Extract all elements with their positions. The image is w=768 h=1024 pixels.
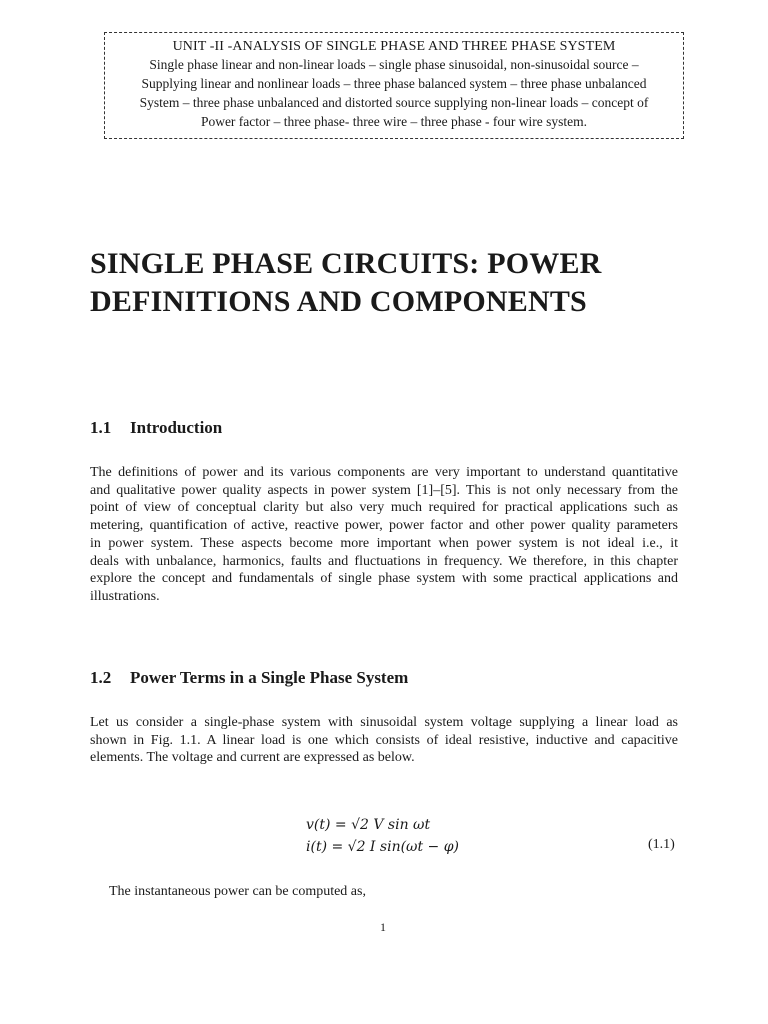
unit-summary-line: Single phase linear and non-linear loads – single phase sinusoidal, non-sinusoidal source –: [149, 57, 639, 72]
unit-summary-line: System – three phase unbalanced and distorted source supplying non-linear loads – concept of: [139, 95, 649, 110]
unit-title: UNIT -II -ANALYSIS OF SINGLE PHASE AND THREE PHASE SYSTEM: [172, 39, 616, 54]
chapter-title: [90, 245, 690, 321]
paragraph-line: deals with unbalance, harmonics, faults and fluctuations in frequency. We therefore, in this chapter: [90, 553, 678, 569]
section-title: Power Terms in a Single Phase System: [130, 668, 409, 687]
section-number: 1.1: [90, 418, 112, 437]
introduction-paragraph: [90, 464, 678, 606]
paragraph-line: explore the concept and fundamentals of single phase system with some practical applications and: [90, 571, 678, 587]
unit-summary-box: [104, 32, 684, 139]
section-title: Introduction: [130, 418, 223, 437]
paragraph-line: illustrations.: [90, 588, 160, 604]
voltage-equation: v(t) = √2 V sin ωt: [306, 817, 431, 833]
current-equation: i(t) = √2 I sin(ωt − φ): [306, 839, 459, 855]
paragraph-line: The definitions of power and its various components are very important to understand quantitative: [90, 465, 678, 480]
chapter-title-line: SINGLE PHASE CIRCUITS: POWER: [90, 247, 602, 280]
paragraph-line: metering, quantification of active, reactive power, power factor and other power quality parameters: [90, 518, 678, 534]
section-number: 1.2: [90, 668, 112, 687]
section-heading-introduction: [90, 418, 222, 438]
instantaneous-power-text: The instantaneous power can be computed as,: [109, 884, 366, 899]
paragraph-line: Let us consider a single-phase system with sinusoidal system voltage supplying a linear load as: [90, 715, 678, 730]
equation-number: (1.1): [648, 837, 675, 852]
page-number: 1: [380, 920, 386, 934]
paragraph-line: and qualitative power quality aspects in power system [1]–[5]. This is not only necessary from the: [90, 482, 678, 498]
paragraph-line: elements. The voltage and current are expressed as below.: [90, 750, 415, 766]
paragraph-line: shown in Fig. 1.1. A linear load is one which consists of ideal resistive, inductive and capacitive: [90, 732, 678, 748]
paragraph-line: point of view of conceptual clarity but also very much required for practical applications such as: [90, 500, 678, 516]
paragraph-line: in power system. These aspects become more important when power system is not ideal i.e., it: [90, 535, 678, 551]
unit-summary-line: Supplying linear and nonlinear loads – three phase balanced system – three phase unbalanced: [141, 76, 647, 91]
equation-block: [306, 814, 459, 858]
section-heading-power-terms: [90, 668, 408, 688]
unit-summary-line: Power factor – three phase- three wire – three phase - four wire system.: [200, 114, 588, 129]
chapter-title-line: DEFINITIONS AND COMPONENTS: [90, 285, 587, 318]
power-terms-paragraph: [90, 714, 678, 767]
